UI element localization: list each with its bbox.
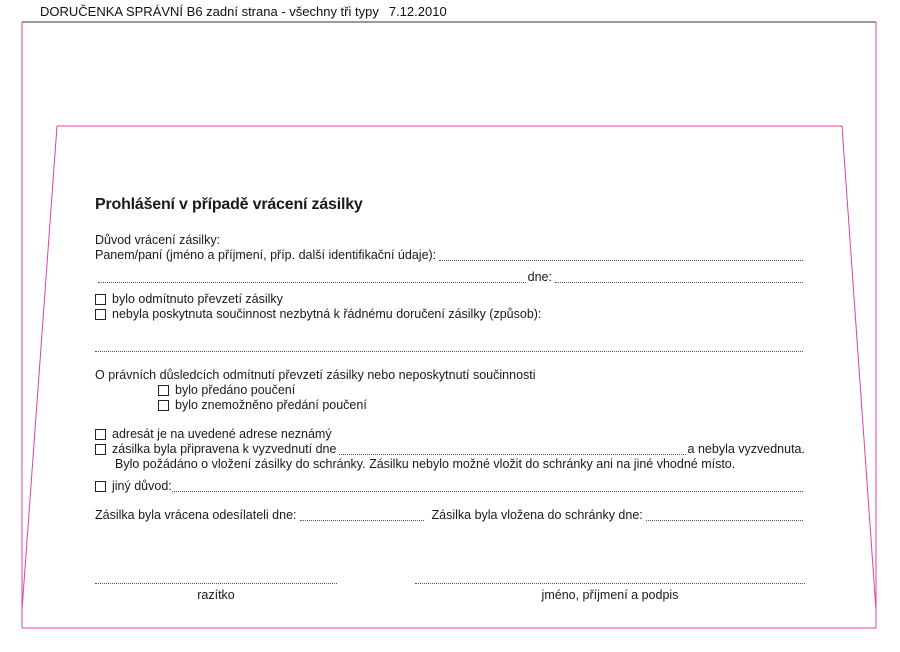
refused-label: bylo odmítnuto převzetí zásilky — [112, 292, 283, 306]
cooperation-method-field[interactable] — [95, 340, 803, 352]
date-field[interactable] — [555, 271, 803, 283]
cooperation-method-row — [95, 340, 805, 354]
stamp-field[interactable] — [95, 582, 337, 584]
return-declaration-form — [95, 195, 805, 523]
date-row — [95, 270, 805, 285]
mailbox-note: Bylo požádáno o vložení zásilky do schránky. Zásilku nebylo možné vložit do schránky ani na jiné vhodné místo. — [115, 457, 736, 471]
recipient-field-continued[interactable] — [98, 271, 526, 283]
mailbox-inserted-label: Zásilka byla vložena do schránky dne: — [431, 508, 643, 522]
recipient-row — [95, 248, 805, 263]
addressee-unknown-label: adresát je na uvedené adrese neznámý — [112, 427, 332, 441]
prepared-date-field[interactable] — [339, 443, 685, 455]
informed-label: bylo předáno poučení — [175, 383, 296, 397]
informed-checkbox[interactable] — [158, 385, 169, 396]
refused-checkbox[interactable] — [95, 294, 106, 305]
prepared-label: zásilka byla připravena k vyzvednutí dne — [112, 442, 337, 456]
no-cooperation-checkbox[interactable] — [95, 309, 106, 320]
stamp-block — [95, 582, 337, 602]
returned-label: Zásilka byla vrácena odesílateli dne: — [95, 508, 297, 522]
addressee-unknown-row — [95, 427, 805, 442]
mailbox-inserted-date-field[interactable] — [646, 509, 803, 521]
magenta-flap-right — [842, 126, 876, 610]
returned-date-field[interactable] — [300, 509, 424, 521]
refused-row — [95, 292, 805, 307]
recipient-field[interactable] — [439, 249, 803, 261]
signature-block — [415, 582, 805, 602]
returned-row — [95, 508, 805, 523]
other-reason-label: jiný důvod: — [112, 479, 172, 493]
reason-label: Důvod vrácení zásilky: — [95, 233, 221, 247]
prepared-checkbox[interactable] — [95, 444, 106, 455]
other-reason-checkbox[interactable] — [95, 481, 106, 492]
signature-field[interactable] — [415, 582, 805, 584]
informed-row — [95, 383, 805, 398]
addressee-unknown-checkbox[interactable] — [95, 429, 106, 440]
other-reason-field[interactable] — [172, 480, 803, 492]
caption-date: 7.12.2010 — [388, 4, 447, 19]
form-title: Prohlášení v případě vrácení zásilky — [95, 196, 363, 213]
other-reason-row — [95, 479, 805, 494]
stamp-label: razítko — [197, 588, 235, 602]
not-collected-label: a nebyla vyzvednuta. — [687, 442, 805, 456]
no-cooperation-label: nebyla poskytnuta součinnost nezbytná k řádnému doručení zásilky (způsob): — [112, 307, 542, 321]
signature-label: jméno, příjmení a podpis — [541, 588, 679, 602]
recipient-label: Panem/paní (jméno a příjmení, příp. další identifikační údaje): — [95, 248, 437, 262]
caption-text: DORUČENKA SPRÁVNÍ B6 zadní strana - všechny tři typy — [40, 4, 379, 19]
magenta-flap-left — [22, 126, 57, 610]
no-cooperation-row — [95, 307, 805, 322]
informing-prevented-label: bylo znemožněno předání poučení — [175, 398, 367, 412]
informing-prevented-checkbox[interactable] — [158, 400, 169, 411]
prepared-row — [95, 442, 805, 457]
date-label: dne: — [527, 270, 552, 284]
informing-prevented-row — [95, 398, 805, 413]
consequences-label: O právních důsledcích odmítnutí převzetí zásilky nebo neposkytnutí součinnosti — [95, 368, 536, 382]
